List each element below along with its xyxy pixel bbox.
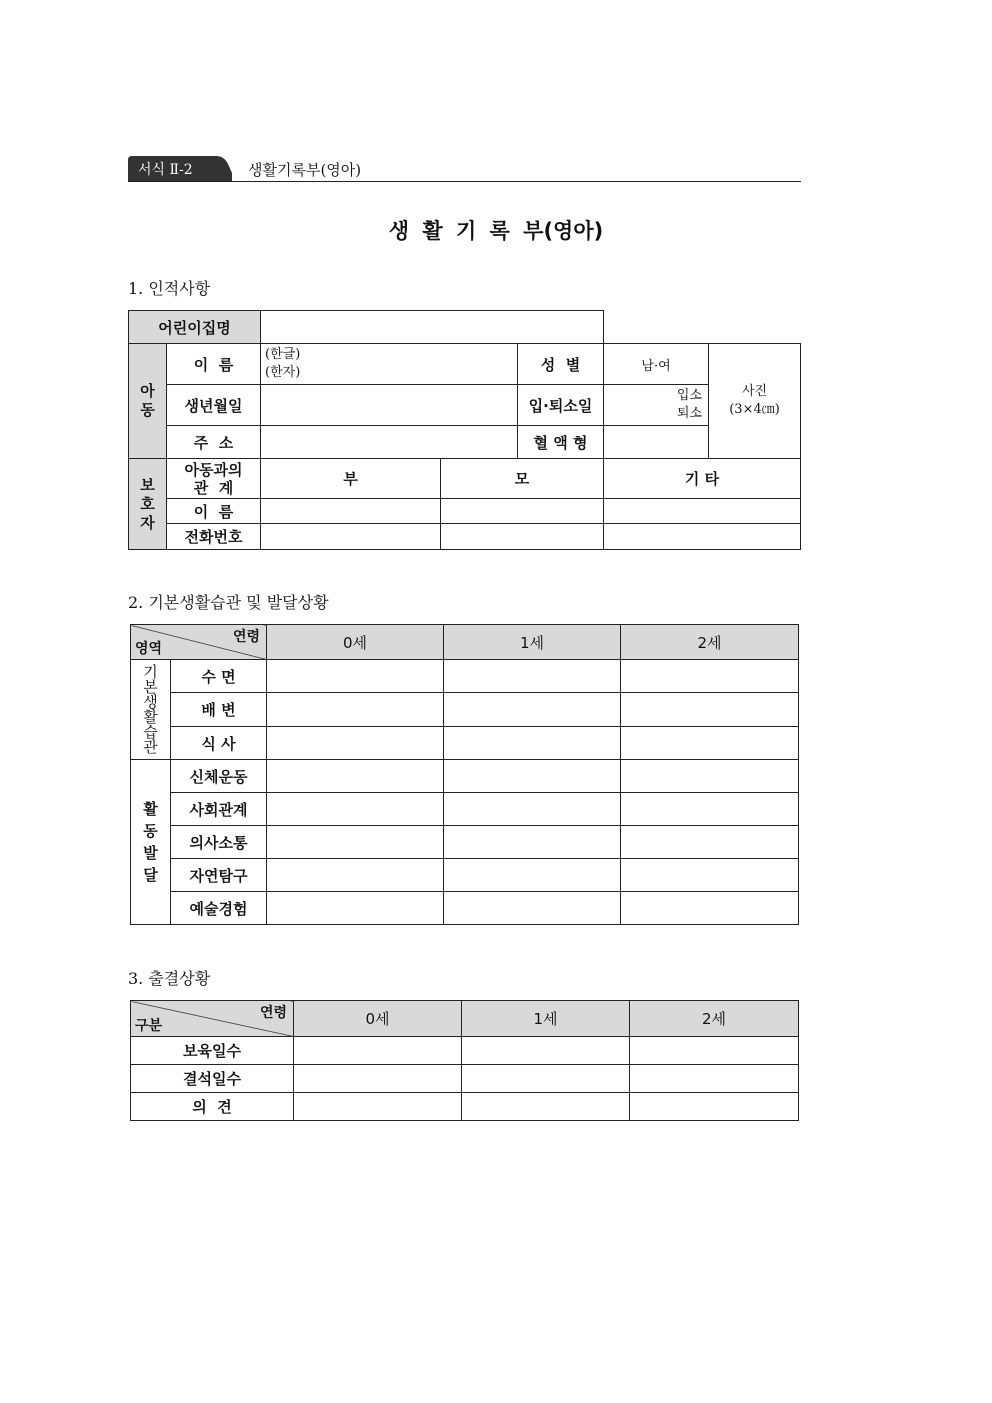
- other-phone-field[interactable]: [604, 524, 801, 550]
- admission-label: 입·퇴소일: [518, 385, 604, 426]
- development-cell[interactable]: [621, 859, 799, 892]
- development-item-label: 자연탐구: [171, 859, 267, 892]
- development-cell[interactable]: [267, 826, 444, 859]
- development-item-label: 사회관계: [171, 793, 267, 826]
- development-cell[interactable]: [267, 892, 444, 925]
- mother-header: 모: [441, 459, 604, 499]
- development-cell[interactable]: [621, 826, 799, 859]
- habit-item-label: 식 사: [171, 727, 267, 760]
- attendance-cell[interactable]: [630, 1037, 799, 1065]
- relation-label-line1: 아동과의: [184, 460, 243, 479]
- habit-item-label: 수 면: [171, 660, 267, 693]
- development-item-label: 의사소통: [171, 826, 267, 859]
- section-2-title: 2. 기본생활습관 및 발달상황: [128, 593, 329, 612]
- habit-cell[interactable]: [444, 693, 621, 727]
- attendance-cell[interactable]: [294, 1037, 462, 1065]
- form-header-title: 생활기록부(영아): [248, 161, 362, 179]
- attendance-cell[interactable]: [462, 1093, 630, 1121]
- address-field[interactable]: [261, 426, 518, 459]
- other-header: 기 타: [604, 459, 801, 499]
- attendance-cell[interactable]: [630, 1093, 799, 1121]
- attendance-cell[interactable]: [462, 1065, 630, 1093]
- habit-cell[interactable]: [621, 727, 799, 760]
- admission-field[interactable]: [604, 385, 709, 426]
- attendance-cell[interactable]: [294, 1093, 462, 1121]
- habits-development-table: [130, 624, 799, 925]
- corner-age-label: 연령: [259, 1005, 287, 1021]
- father-phone-field[interactable]: [261, 524, 441, 550]
- birthdate-label: 생년월일: [167, 385, 261, 426]
- development-cell[interactable]: [444, 760, 621, 793]
- father-name-field[interactable]: [261, 499, 441, 524]
- basic-habits-group-label: 기 본 생 활 습 관: [131, 660, 171, 760]
- guardian-group-label: 보 호 자: [129, 459, 167, 550]
- development-item-label: 예술경험: [171, 892, 267, 925]
- father-header: 부: [261, 459, 441, 499]
- blood-type-field[interactable]: [604, 426, 709, 459]
- photo-label: 사진: [741, 384, 768, 399]
- attendance-cell[interactable]: [294, 1065, 462, 1093]
- development-cell[interactable]: [621, 892, 799, 925]
- habit-cell[interactable]: [444, 727, 621, 760]
- blood-type-label: 혈 액 형: [518, 426, 604, 459]
- phone-label: 전화번호: [167, 524, 261, 550]
- development-cell[interactable]: [267, 859, 444, 892]
- corner-area-label: 영역: [135, 641, 163, 657]
- gender-field[interactable]: 남·여: [604, 344, 709, 385]
- section-3-title: 3. 출결상황: [128, 969, 211, 988]
- development-cell[interactable]: [621, 793, 799, 826]
- development-cell[interactable]: [267, 793, 444, 826]
- relation-label-line2: 관 계: [193, 478, 234, 497]
- habit-cell[interactable]: [267, 727, 444, 760]
- mother-name-field[interactable]: [441, 499, 604, 524]
- child-name-field[interactable]: [261, 344, 518, 385]
- habit-cell[interactable]: [267, 693, 444, 727]
- age-header: 0세: [294, 1001, 462, 1037]
- header-divider: [128, 181, 801, 182]
- development-cell[interactable]: [444, 892, 621, 925]
- gender-label: 성 별: [518, 344, 604, 385]
- habits-corner-cell: [131, 625, 267, 660]
- photo-box: [709, 344, 801, 459]
- attendance-corner-cell: [131, 1001, 294, 1037]
- section-1-title: 1. 인적사항: [128, 279, 211, 298]
- daycare-name-label: 어린이집명: [129, 311, 261, 344]
- child-group-label: 아 동: [129, 344, 167, 459]
- age-header: 0세: [267, 625, 444, 660]
- habit-item-label: 배 변: [171, 693, 267, 727]
- form-number-tag: [128, 156, 228, 182]
- development-cell[interactable]: [444, 793, 621, 826]
- daycare-name-field[interactable]: [261, 311, 604, 344]
- habit-cell[interactable]: [621, 693, 799, 727]
- age-header: 1세: [444, 625, 621, 660]
- habit-cell[interactable]: [444, 660, 621, 693]
- development-cell[interactable]: [267, 760, 444, 793]
- attendance-cell[interactable]: [630, 1065, 799, 1093]
- activity-development-group-label: 활 동 발 달: [131, 760, 171, 925]
- hangul-label: (한글): [265, 347, 301, 362]
- admission-in: 입소: [676, 388, 703, 403]
- birthdate-field[interactable]: [261, 385, 518, 426]
- admission-out: 퇴소: [676, 406, 703, 421]
- relation-label: [167, 459, 261, 499]
- development-item-label: 신체운동: [171, 760, 267, 793]
- habit-cell[interactable]: [621, 660, 799, 693]
- development-cell[interactable]: [444, 826, 621, 859]
- habit-cell[interactable]: [267, 660, 444, 693]
- development-cell[interactable]: [621, 760, 799, 793]
- photo-size: (3×4㎝): [729, 402, 780, 417]
- corner-category-label: 구분: [135, 1018, 163, 1034]
- age-header: 1세: [462, 1001, 630, 1037]
- personal-info-table: [128, 310, 801, 550]
- attendance-row-label: 의 견: [131, 1093, 294, 1121]
- form-number: 서식 Ⅱ-2: [138, 162, 193, 178]
- attendance-row-label: 보육일수: [131, 1037, 294, 1065]
- page-title: 생 활 기 록 부(영아): [388, 219, 604, 243]
- attendance-row-label: 결석일수: [131, 1065, 294, 1093]
- age-header: 2세: [621, 625, 799, 660]
- hanja-label: (한자): [265, 365, 301, 380]
- child-name-label: 이 름: [167, 344, 261, 385]
- attendance-cell[interactable]: [462, 1037, 630, 1065]
- other-name-field[interactable]: [604, 499, 801, 524]
- address-label: 주 소: [167, 426, 261, 459]
- mother-phone-field[interactable]: [441, 524, 604, 550]
- age-header: 2세: [630, 1001, 799, 1037]
- development-cell[interactable]: [444, 859, 621, 892]
- guardian-name-label: 이 름: [167, 499, 261, 524]
- attendance-table: [130, 1000, 799, 1121]
- corner-age-label: 연령: [232, 629, 260, 645]
